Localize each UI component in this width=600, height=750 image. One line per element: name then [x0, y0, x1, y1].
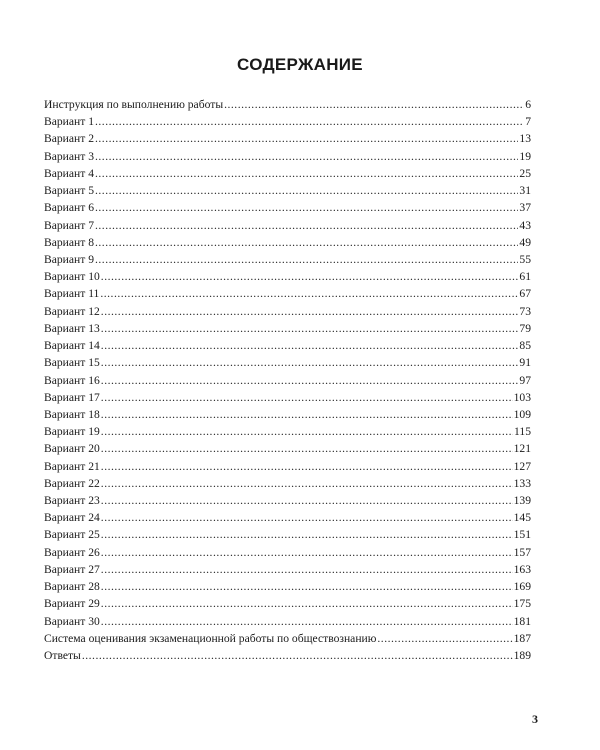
toc-entry-page: 55 [519, 252, 531, 266]
toc-leader-dots [82, 647, 513, 664]
toc-entry-label: Вариант 2 [44, 132, 94, 146]
toc-entry-page: 145 [513, 511, 531, 525]
toc-entry[interactable] [44, 526, 531, 543]
toc-entry-page: 97 [519, 373, 531, 387]
toc-entry-page: 115 [514, 425, 531, 439]
toc-entry[interactable] [44, 234, 531, 251]
toc-leader-dots [95, 199, 518, 216]
toc-entry-label: Вариант 1 [44, 115, 94, 129]
toc-entry-label: Вариант 17 [44, 390, 100, 404]
toc-leader-dots [95, 251, 518, 268]
toc-leader-dots [101, 406, 513, 423]
toc-entry-label: Вариант 28 [44, 580, 100, 594]
toc-entry[interactable] [44, 509, 531, 526]
toc-leader-dots [101, 578, 513, 595]
toc-entry-label: Вариант 11 [44, 287, 100, 301]
toc-entry[interactable] [44, 96, 531, 113]
toc-leader-dots [101, 526, 513, 543]
toc-entry-page: 127 [513, 459, 531, 473]
toc-leader-dots [101, 372, 519, 389]
toc-entry-page: 187 [513, 631, 531, 645]
toc-entry-page: 79 [519, 321, 531, 335]
toc-entry-label: Вариант 29 [44, 597, 100, 611]
toc-entry-label: Вариант 13 [44, 321, 100, 335]
toc-entry-page: 6 [525, 98, 531, 111]
toc-entry-page: 189 [513, 649, 531, 662]
toc-entry-page: 133 [513, 476, 531, 490]
toc-entry-label: Вариант 21 [44, 459, 100, 473]
toc-entry-label: Вариант 6 [44, 201, 94, 215]
toc-entry-page: 67 [519, 287, 531, 301]
toc-entry[interactable] [44, 199, 531, 216]
toc-leader-dots [101, 268, 519, 285]
toc-entry-page: 169 [513, 580, 531, 594]
toc-entry[interactable] [44, 320, 531, 337]
page-title: СОДЕРЖАНИЕ [237, 55, 363, 75]
toc-entry[interactable] [44, 303, 531, 320]
toc-leader-dots [101, 613, 513, 630]
toc-entry[interactable] [44, 217, 531, 234]
toc-leader-dots [95, 165, 518, 182]
toc-entry-label: Вариант 5 [44, 184, 94, 198]
toc-entry-label: Вариант 25 [44, 528, 100, 542]
toc-entry-label: Ответы [44, 649, 81, 662]
toc-entry-page: 163 [513, 562, 531, 576]
toc-leader-dots [101, 475, 513, 492]
toc-entry-label: Вариант 10 [44, 270, 100, 284]
toc-entry[interactable] [44, 647, 531, 664]
toc-entry[interactable] [44, 578, 531, 595]
toc-leader-dots [101, 509, 513, 526]
toc-entry[interactable] [44, 354, 531, 371]
toc-leader-dots [95, 130, 518, 147]
toc-entry[interactable] [44, 630, 531, 647]
toc-leader-dots [101, 303, 519, 320]
toc-entry[interactable] [44, 613, 531, 630]
toc-leader-dots [95, 182, 518, 199]
toc-entry-label: Система оценивания экзаменационной работы по обществознанию [44, 631, 377, 645]
toc-entry[interactable] [44, 561, 531, 578]
toc-entry[interactable] [44, 492, 531, 509]
toc-entry-label: Вариант 27 [44, 562, 100, 576]
toc-leader-dots [95, 148, 518, 165]
toc-entry-label: Вариант 30 [44, 614, 100, 628]
toc-leader-dots [101, 544, 513, 561]
toc-leader-dots [95, 113, 524, 130]
toc-leader-dots [101, 423, 513, 440]
toc-entry-page: 181 [513, 614, 531, 628]
toc-entry-page: 157 [513, 545, 531, 559]
toc-entry-page: 103 [513, 390, 531, 404]
toc-entry-label: Вариант 15 [44, 356, 100, 370]
toc-entry[interactable] [44, 475, 531, 492]
toc-entry-page: 37 [519, 201, 531, 215]
toc-entry[interactable] [44, 251, 531, 268]
toc-entry-label: Инструкция по выполнению работы [44, 98, 224, 111]
toc-entry-label: Вариант 3 [44, 149, 94, 163]
toc-entry[interactable] [44, 544, 531, 561]
toc-entry[interactable] [44, 389, 531, 406]
toc-leader-dots [224, 96, 524, 113]
toc-entry-page: 109 [513, 407, 531, 421]
toc-entry[interactable] [44, 285, 531, 302]
toc-entry-label: Вариант 9 [44, 252, 94, 266]
table-of-contents [44, 96, 531, 664]
toc-leader-dots [377, 630, 512, 647]
toc-entry-label: Вариант 7 [44, 218, 94, 232]
toc-leader-dots [101, 320, 519, 337]
toc-leader-dots [101, 561, 513, 578]
toc-entry-page: 139 [513, 494, 531, 508]
toc-entry[interactable] [44, 406, 531, 423]
toc-entry-label: Вариант 16 [44, 373, 100, 387]
toc-entry-label: Вариант 22 [44, 476, 100, 490]
toc-entry-page: 61 [519, 270, 531, 284]
toc-leader-dots [100, 285, 518, 302]
toc-entry-page: 31 [519, 184, 531, 198]
page-number: 3 [532, 712, 538, 726]
toc-leader-dots [101, 440, 513, 457]
toc-leader-dots [95, 217, 518, 234]
toc-entry[interactable] [44, 458, 531, 475]
toc-entry-label: Вариант 8 [44, 235, 94, 249]
toc-entry[interactable] [44, 372, 531, 389]
toc-entry-page: 19 [519, 149, 531, 163]
toc-entry-label: Вариант 20 [44, 442, 100, 456]
toc-entry[interactable] [44, 182, 531, 199]
toc-entry-page: 73 [519, 304, 531, 318]
toc-entry-page: 151 [513, 528, 531, 542]
toc-leader-dots [101, 595, 513, 612]
toc-leader-dots [101, 337, 519, 354]
toc-entry[interactable] [44, 130, 531, 147]
toc-entry-label: Вариант 12 [44, 304, 100, 318]
toc-entry-page: 85 [519, 339, 531, 353]
toc-entry-label: Вариант 19 [44, 425, 100, 439]
toc-entry-label: Вариант 26 [44, 545, 100, 559]
toc-entry-label: Вариант 24 [44, 511, 100, 525]
toc-entry[interactable] [44, 268, 531, 285]
toc-entry-label: Вариант 14 [44, 339, 100, 353]
toc-entry[interactable] [44, 337, 531, 354]
toc-entry-page: 121 [513, 442, 531, 456]
toc-entry-page: 91 [519, 356, 531, 370]
toc-entry-label: Вариант 18 [44, 407, 100, 421]
toc-entry[interactable] [44, 165, 531, 182]
toc-entry-label: Вариант 23 [44, 494, 100, 508]
toc-entry-page: 175 [513, 597, 531, 611]
toc-entry[interactable] [44, 148, 531, 165]
toc-leader-dots [95, 234, 518, 251]
toc-entry[interactable] [44, 423, 531, 440]
toc-entry-page: 43 [519, 218, 531, 232]
toc-entry-page: 13 [519, 132, 531, 146]
toc-entry[interactable] [44, 113, 531, 130]
toc-entry-page: 49 [519, 235, 531, 249]
toc-leader-dots [101, 458, 513, 475]
toc-leader-dots [101, 389, 513, 406]
toc-entry-page: 25 [519, 166, 531, 180]
toc-leader-dots [101, 492, 513, 509]
toc-entry-page: 7 [525, 115, 531, 129]
toc-leader-dots [101, 354, 519, 371]
toc-entry[interactable] [44, 440, 531, 457]
toc-entry[interactable] [44, 595, 531, 612]
toc-entry-label: Вариант 4 [44, 166, 94, 180]
